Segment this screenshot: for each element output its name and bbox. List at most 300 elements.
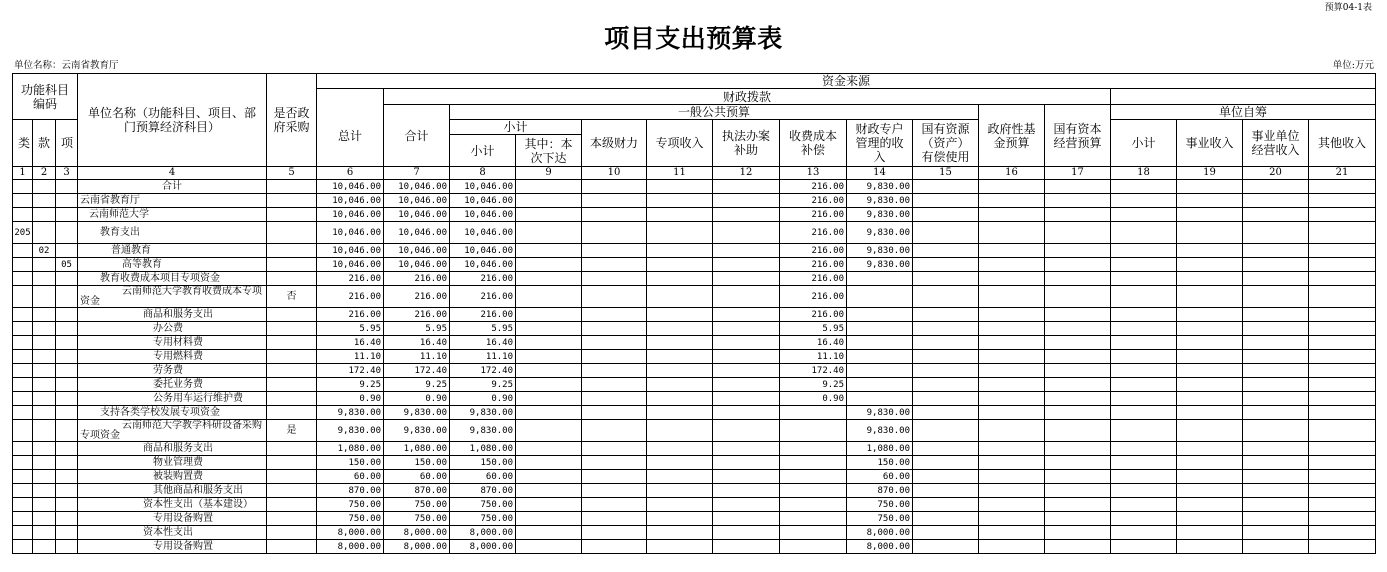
cell-self-subtotal bbox=[1111, 392, 1177, 406]
cell-own-financial bbox=[582, 336, 647, 350]
cell-state-capital-budget bbox=[1045, 442, 1111, 456]
cell-fee-cost-compensation: 216.00 bbox=[780, 286, 847, 308]
cell-issued-this-time bbox=[516, 392, 582, 406]
table-row bbox=[13, 526, 1376, 540]
cell-business-income bbox=[1177, 406, 1243, 420]
column-number-total: 6 bbox=[317, 167, 384, 180]
cell-total: 9,830.00 bbox=[317, 420, 384, 442]
cell-state-capital-budget bbox=[1045, 470, 1111, 484]
cell-state-capital-budget bbox=[1045, 392, 1111, 406]
cell-own-financial bbox=[582, 364, 647, 378]
cell-general-subtotal: 9,830.00 bbox=[450, 420, 516, 442]
cell-other-income bbox=[1309, 498, 1376, 512]
cell-name: 商品和服务支出 bbox=[78, 308, 267, 322]
cell-fiscal-total: 10,046.00 bbox=[384, 258, 450, 272]
cell-law-enforcement-subsidy bbox=[713, 456, 780, 470]
cell-gov-purchase bbox=[267, 484, 317, 498]
cell-operating-income bbox=[1243, 286, 1309, 308]
cell-gov-fund-budget bbox=[979, 194, 1045, 208]
cell-general-subtotal: 150.00 bbox=[450, 456, 516, 470]
cell-self-subtotal bbox=[1111, 222, 1177, 244]
cell-own-financial bbox=[582, 470, 647, 484]
cell-operating-income bbox=[1243, 406, 1309, 420]
cell-issued-this-time bbox=[516, 286, 582, 308]
cell-name: 委托业务费 bbox=[78, 378, 267, 392]
cell-special-income bbox=[647, 392, 713, 406]
cell-state-resource-use bbox=[913, 208, 979, 222]
cell-fee-cost-compensation: 216.00 bbox=[780, 208, 847, 222]
cell-state-resource-use bbox=[913, 244, 979, 258]
cell-kuan bbox=[33, 420, 56, 442]
cell-total: 8,000.00 bbox=[317, 540, 384, 554]
cell-law-enforcement-subsidy bbox=[713, 378, 780, 392]
header-gov-purchase: 是否政府采购 bbox=[267, 74, 317, 167]
cell-lei bbox=[13, 322, 33, 336]
cell-own-financial bbox=[582, 526, 647, 540]
cell-operating-income bbox=[1243, 484, 1309, 498]
cell-business-income bbox=[1177, 526, 1243, 540]
table-row bbox=[13, 484, 1376, 498]
cell-other-income bbox=[1309, 208, 1376, 222]
cell-kuan bbox=[33, 180, 56, 194]
cell-lei bbox=[13, 498, 33, 512]
cell-business-income bbox=[1177, 194, 1243, 208]
cell-issued-this-time bbox=[516, 442, 582, 456]
cell-issued-this-time bbox=[516, 194, 582, 208]
cell-fee-cost-compensation: 216.00 bbox=[780, 308, 847, 322]
cell-gov-fund-budget bbox=[979, 336, 1045, 350]
cell-special-income bbox=[647, 512, 713, 526]
cell-self-subtotal bbox=[1111, 512, 1177, 526]
cell-gov-fund-budget bbox=[979, 208, 1045, 222]
cell-special-income bbox=[647, 350, 713, 364]
cell-lei bbox=[13, 512, 33, 526]
cell-gov-fund-budget bbox=[979, 526, 1045, 540]
cell-kuan bbox=[33, 442, 56, 456]
cell-xiang bbox=[56, 484, 78, 498]
cell-name: 支持各类学校发展专项资金 bbox=[78, 406, 267, 420]
cell-fee-cost-compensation: 9.25 bbox=[780, 378, 847, 392]
cell-xiang bbox=[56, 336, 78, 350]
cell-self-subtotal bbox=[1111, 244, 1177, 258]
cell-special-income bbox=[647, 540, 713, 554]
cell-total: 216.00 bbox=[317, 286, 384, 308]
cell-issued-this-time bbox=[516, 180, 582, 194]
cell-business-income bbox=[1177, 540, 1243, 554]
cell-fiscal-account-income: 9,830.00 bbox=[847, 244, 913, 258]
cell-business-income bbox=[1177, 364, 1243, 378]
cell-state-capital-budget bbox=[1045, 350, 1111, 364]
cell-total: 0.90 bbox=[317, 392, 384, 406]
cell-special-income bbox=[647, 406, 713, 420]
cell-kuan bbox=[33, 194, 56, 208]
cell-operating-income bbox=[1243, 540, 1309, 554]
cell-own-financial bbox=[582, 406, 647, 420]
cell-fiscal-total: 16.40 bbox=[384, 336, 450, 350]
cell-fee-cost-compensation bbox=[780, 526, 847, 540]
cell-state-resource-use bbox=[913, 378, 979, 392]
cell-business-income bbox=[1177, 336, 1243, 350]
header-operating-income: 事业单位经营收入 bbox=[1243, 120, 1309, 167]
table-row bbox=[13, 286, 1376, 308]
cell-fiscal-account-income bbox=[847, 350, 913, 364]
cell-total: 60.00 bbox=[317, 470, 384, 484]
cell-gov-purchase bbox=[267, 378, 317, 392]
cell-special-income bbox=[647, 456, 713, 470]
cell-xiang bbox=[56, 498, 78, 512]
cell-general-subtotal: 10,046.00 bbox=[450, 222, 516, 244]
cell-fee-cost-compensation: 11.10 bbox=[780, 350, 847, 364]
cell-fiscal-account-income: 8,000.00 bbox=[847, 526, 913, 540]
cell-lei bbox=[13, 526, 33, 540]
cell-fiscal-total: 5.95 bbox=[384, 322, 450, 336]
cell-fiscal-total: 870.00 bbox=[384, 484, 450, 498]
table-row bbox=[13, 364, 1376, 378]
cell-kuan bbox=[33, 526, 56, 540]
cell-fiscal-account-income bbox=[847, 336, 913, 350]
cell-gov-fund-budget bbox=[979, 350, 1045, 364]
cell-xiang bbox=[56, 392, 78, 406]
header-fund-source: 资金来源 bbox=[317, 74, 1376, 89]
cell-state-capital-budget bbox=[1045, 194, 1111, 208]
cell-lei bbox=[13, 442, 33, 456]
header-state-capital-budget: 国有资本经营预算 bbox=[1045, 105, 1111, 167]
cell-fiscal-total: 10,046.00 bbox=[384, 222, 450, 244]
cell-kuan bbox=[33, 308, 56, 322]
cell-total: 8,000.00 bbox=[317, 526, 384, 540]
cell-issued-this-time bbox=[516, 378, 582, 392]
cell-other-income bbox=[1309, 406, 1376, 420]
cell-gov-fund-budget bbox=[979, 420, 1045, 442]
cell-self-subtotal bbox=[1111, 272, 1177, 286]
cell-xiang bbox=[56, 308, 78, 322]
cell-fiscal-total: 750.00 bbox=[384, 512, 450, 526]
column-number-business-income: 19 bbox=[1177, 167, 1243, 180]
column-number-fiscal-total: 7 bbox=[384, 167, 450, 180]
cell-law-enforcement-subsidy bbox=[713, 512, 780, 526]
cell-lei bbox=[13, 420, 33, 442]
cell-lei bbox=[13, 364, 33, 378]
cell-fiscal-account-income bbox=[847, 322, 913, 336]
cell-xiang bbox=[56, 194, 78, 208]
cell-law-enforcement-subsidy bbox=[713, 350, 780, 364]
cell-law-enforcement-subsidy bbox=[713, 180, 780, 194]
cell-other-income bbox=[1309, 244, 1376, 258]
budget-table bbox=[12, 73, 1376, 554]
cell-law-enforcement-subsidy bbox=[713, 420, 780, 442]
cell-law-enforcement-subsidy bbox=[713, 322, 780, 336]
cell-total: 750.00 bbox=[317, 512, 384, 526]
cell-operating-income bbox=[1243, 350, 1309, 364]
cell-own-financial bbox=[582, 350, 647, 364]
cell-law-enforcement-subsidy bbox=[713, 272, 780, 286]
cell-general-subtotal: 0.90 bbox=[450, 392, 516, 406]
cell-issued-this-time bbox=[516, 526, 582, 540]
cell-total: 10,046.00 bbox=[317, 258, 384, 272]
cell-operating-income bbox=[1243, 392, 1309, 406]
cell-other-income bbox=[1309, 336, 1376, 350]
cell-operating-income bbox=[1243, 194, 1309, 208]
cell-lei bbox=[13, 378, 33, 392]
cell-issued-this-time bbox=[516, 512, 582, 526]
cell-lei bbox=[13, 308, 33, 322]
cell-total: 10,046.00 bbox=[317, 208, 384, 222]
cell-gov-fund-budget bbox=[979, 406, 1045, 420]
cell-business-income bbox=[1177, 322, 1243, 336]
cell-kuan bbox=[33, 392, 56, 406]
cell-business-income bbox=[1177, 378, 1243, 392]
cell-special-income bbox=[647, 526, 713, 540]
cell-operating-income bbox=[1243, 456, 1309, 470]
cell-fee-cost-compensation: 216.00 bbox=[780, 258, 847, 272]
cell-operating-income bbox=[1243, 470, 1309, 484]
cell-fee-cost-compensation bbox=[780, 456, 847, 470]
cell-issued-this-time bbox=[516, 484, 582, 498]
column-number-law-enforcement-subsidy: 12 bbox=[713, 167, 780, 180]
cell-special-income bbox=[647, 336, 713, 350]
header-own-financial: 本级财力 bbox=[582, 120, 647, 167]
header-unit-name: 单位名称（功能科目、项目、部门预算经济科目） bbox=[78, 74, 267, 167]
cell-fiscal-total: 9,830.00 bbox=[384, 406, 450, 420]
cell-other-income bbox=[1309, 258, 1376, 272]
cell-name: 教育支出 bbox=[78, 222, 267, 244]
cell-gov-fund-budget bbox=[979, 322, 1045, 336]
cell-total: 16.40 bbox=[317, 336, 384, 350]
cell-gov-purchase bbox=[267, 336, 317, 350]
cell-name: 资本性支出 bbox=[78, 526, 267, 540]
cell-issued-this-time bbox=[516, 540, 582, 554]
cell-name: 普通教育 bbox=[78, 244, 267, 258]
cell-xiang bbox=[56, 512, 78, 526]
cell-special-income bbox=[647, 420, 713, 442]
cell-name: 商品和服务支出 bbox=[78, 442, 267, 456]
cell-fiscal-account-income: 8,000.00 bbox=[847, 540, 913, 554]
cell-operating-income bbox=[1243, 420, 1309, 442]
cell-state-resource-use bbox=[913, 484, 979, 498]
cell-fiscal-account-income: 60.00 bbox=[847, 470, 913, 484]
cell-self-subtotal bbox=[1111, 498, 1177, 512]
cell-general-subtotal: 870.00 bbox=[450, 484, 516, 498]
header-general-subtotal-group: 小计 bbox=[450, 120, 582, 135]
cell-fiscal-account-income bbox=[847, 308, 913, 322]
cell-special-income bbox=[647, 272, 713, 286]
cell-gov-purchase bbox=[267, 258, 317, 272]
cell-own-financial bbox=[582, 420, 647, 442]
cell-own-financial bbox=[582, 194, 647, 208]
cell-other-income bbox=[1309, 420, 1376, 442]
cell-general-subtotal: 10,046.00 bbox=[450, 208, 516, 222]
cell-operating-income bbox=[1243, 208, 1309, 222]
cell-own-financial bbox=[582, 512, 647, 526]
cell-special-income bbox=[647, 244, 713, 258]
cell-lei bbox=[13, 456, 33, 470]
cell-special-income bbox=[647, 208, 713, 222]
cell-total: 172.40 bbox=[317, 364, 384, 378]
cell-own-financial bbox=[582, 272, 647, 286]
cell-lei bbox=[13, 470, 33, 484]
cell-lei bbox=[13, 350, 33, 364]
cell-self-subtotal bbox=[1111, 208, 1177, 222]
cell-gov-purchase bbox=[267, 222, 317, 244]
cell-self-subtotal bbox=[1111, 378, 1177, 392]
cell-law-enforcement-subsidy bbox=[713, 364, 780, 378]
table-header bbox=[13, 74, 1376, 180]
cell-xiang bbox=[56, 364, 78, 378]
cell-state-resource-use bbox=[913, 420, 979, 442]
cell-gov-purchase bbox=[267, 526, 317, 540]
cell-xiang bbox=[56, 244, 78, 258]
header-fiscal-total: 合计 bbox=[384, 105, 450, 167]
header-lei: 类 bbox=[13, 120, 33, 167]
column-number-state-capital-budget: 17 bbox=[1045, 167, 1111, 180]
cell-business-income bbox=[1177, 272, 1243, 286]
cell-gov-fund-budget bbox=[979, 484, 1045, 498]
cell-fee-cost-compensation: 216.00 bbox=[780, 222, 847, 244]
cell-other-income bbox=[1309, 322, 1376, 336]
cell-fiscal-account-income: 9,830.00 bbox=[847, 180, 913, 194]
cell-lei bbox=[13, 194, 33, 208]
cell-other-income bbox=[1309, 222, 1376, 244]
cell-operating-income bbox=[1243, 272, 1309, 286]
cell-general-subtotal: 172.40 bbox=[450, 364, 516, 378]
cell-total: 10,046.00 bbox=[317, 244, 384, 258]
cell-fiscal-account-income: 870.00 bbox=[847, 484, 913, 498]
table-row bbox=[13, 180, 1376, 194]
cell-xiang bbox=[56, 470, 78, 484]
cell-state-resource-use bbox=[913, 308, 979, 322]
cell-total: 10,046.00 bbox=[317, 180, 384, 194]
cell-state-capital-budget bbox=[1045, 208, 1111, 222]
table-row bbox=[13, 336, 1376, 350]
cell-state-resource-use bbox=[913, 222, 979, 244]
cell-gov-purchase bbox=[267, 308, 317, 322]
cell-law-enforcement-subsidy bbox=[713, 336, 780, 350]
column-number-own-financial: 10 bbox=[582, 167, 647, 180]
cell-fee-cost-compensation bbox=[780, 512, 847, 526]
cell-name: 合计 bbox=[78, 180, 267, 194]
cell-fee-cost-compensation: 216.00 bbox=[780, 180, 847, 194]
cell-lei bbox=[13, 272, 33, 286]
cell-self-subtotal bbox=[1111, 540, 1177, 554]
header-state-resource-use: 国有资源（资产）有偿使用 bbox=[913, 120, 979, 167]
cell-fee-cost-compensation bbox=[780, 540, 847, 554]
header-kuan: 款 bbox=[33, 120, 56, 167]
cell-state-capital-budget bbox=[1045, 420, 1111, 442]
cell-special-income bbox=[647, 470, 713, 484]
header-gov-fund-budget: 政府性基金预算 bbox=[979, 105, 1045, 167]
cell-general-subtotal: 16.40 bbox=[450, 336, 516, 350]
column-number-state-resource-use: 15 bbox=[913, 167, 979, 180]
cell-gov-fund-budget bbox=[979, 378, 1045, 392]
cell-special-income bbox=[647, 222, 713, 244]
cell-operating-income bbox=[1243, 378, 1309, 392]
cell-gov-fund-budget bbox=[979, 512, 1045, 526]
cell-issued-this-time bbox=[516, 406, 582, 420]
cell-kuan bbox=[33, 258, 56, 272]
table-row bbox=[13, 456, 1376, 470]
cell-special-income bbox=[647, 180, 713, 194]
cell-xiang bbox=[56, 322, 78, 336]
cell-state-resource-use bbox=[913, 392, 979, 406]
cell-total: 10,046.00 bbox=[317, 194, 384, 208]
cell-state-capital-budget bbox=[1045, 378, 1111, 392]
cell-fiscal-total: 10,046.00 bbox=[384, 194, 450, 208]
cell-fiscal-account-income: 9,830.00 bbox=[847, 194, 913, 208]
cell-law-enforcement-subsidy bbox=[713, 406, 780, 420]
cell-self-subtotal bbox=[1111, 308, 1177, 322]
table-row bbox=[13, 512, 1376, 526]
cell-name: 专用燃料费 bbox=[78, 350, 267, 364]
header-general-budget: 一般公共预算 bbox=[450, 105, 979, 120]
header-fiscal-appropriation: 财政拨款 bbox=[384, 89, 1111, 105]
cell-business-income bbox=[1177, 208, 1243, 222]
cell-gov-purchase bbox=[267, 442, 317, 456]
cell-law-enforcement-subsidy bbox=[713, 540, 780, 554]
cell-lei: 205 bbox=[13, 222, 33, 244]
cell-name: 云南师范大学 bbox=[78, 208, 267, 222]
table-row bbox=[13, 308, 1376, 322]
table-row bbox=[13, 244, 1376, 258]
cell-law-enforcement-subsidy bbox=[713, 222, 780, 244]
cell-self-subtotal bbox=[1111, 484, 1177, 498]
cell-gov-purchase: 否 bbox=[267, 286, 317, 308]
cell-xiang bbox=[56, 406, 78, 420]
cell-gov-fund-budget bbox=[979, 258, 1045, 272]
cell-total: 1,080.00 bbox=[317, 442, 384, 456]
cell-lei bbox=[13, 180, 33, 194]
column-number-gov-fund-budget: 16 bbox=[979, 167, 1045, 180]
table-row bbox=[13, 540, 1376, 554]
cell-kuan bbox=[33, 272, 56, 286]
cell-own-financial bbox=[582, 378, 647, 392]
header-general-subtotal: 小计 bbox=[450, 135, 516, 167]
cell-state-capital-budget bbox=[1045, 322, 1111, 336]
cell-state-capital-budget bbox=[1045, 364, 1111, 378]
cell-state-resource-use bbox=[913, 456, 979, 470]
cell-general-subtotal: 216.00 bbox=[450, 272, 516, 286]
cell-state-resource-use bbox=[913, 272, 979, 286]
cell-gov-purchase bbox=[267, 194, 317, 208]
cell-issued-this-time bbox=[516, 456, 582, 470]
table-row bbox=[13, 498, 1376, 512]
cell-fee-cost-compensation bbox=[780, 420, 847, 442]
cell-special-income bbox=[647, 442, 713, 456]
cell-general-subtotal: 1,080.00 bbox=[450, 442, 516, 456]
cell-gov-purchase bbox=[267, 322, 317, 336]
cell-total: 150.00 bbox=[317, 456, 384, 470]
cell-gov-fund-budget bbox=[979, 308, 1045, 322]
cell-special-income bbox=[647, 286, 713, 308]
cell-operating-income bbox=[1243, 442, 1309, 456]
cell-gov-purchase bbox=[267, 364, 317, 378]
cell-kuan: 02 bbox=[33, 244, 56, 258]
cell-special-income bbox=[647, 498, 713, 512]
cell-lei bbox=[13, 406, 33, 420]
cell-gov-purchase bbox=[267, 456, 317, 470]
cell-business-income bbox=[1177, 392, 1243, 406]
cell-gov-purchase bbox=[267, 180, 317, 194]
cell-fiscal-total: 10,046.00 bbox=[384, 180, 450, 194]
cell-state-resource-use bbox=[913, 194, 979, 208]
cell-self-subtotal bbox=[1111, 442, 1177, 456]
cell-total: 216.00 bbox=[317, 272, 384, 286]
table-row bbox=[13, 392, 1376, 406]
cell-name: 办公费 bbox=[78, 322, 267, 336]
column-number-general-subtotal: 8 bbox=[450, 167, 516, 180]
cell-state-capital-budget bbox=[1045, 512, 1111, 526]
cell-own-financial bbox=[582, 258, 647, 272]
cell-total: 11.10 bbox=[317, 350, 384, 364]
